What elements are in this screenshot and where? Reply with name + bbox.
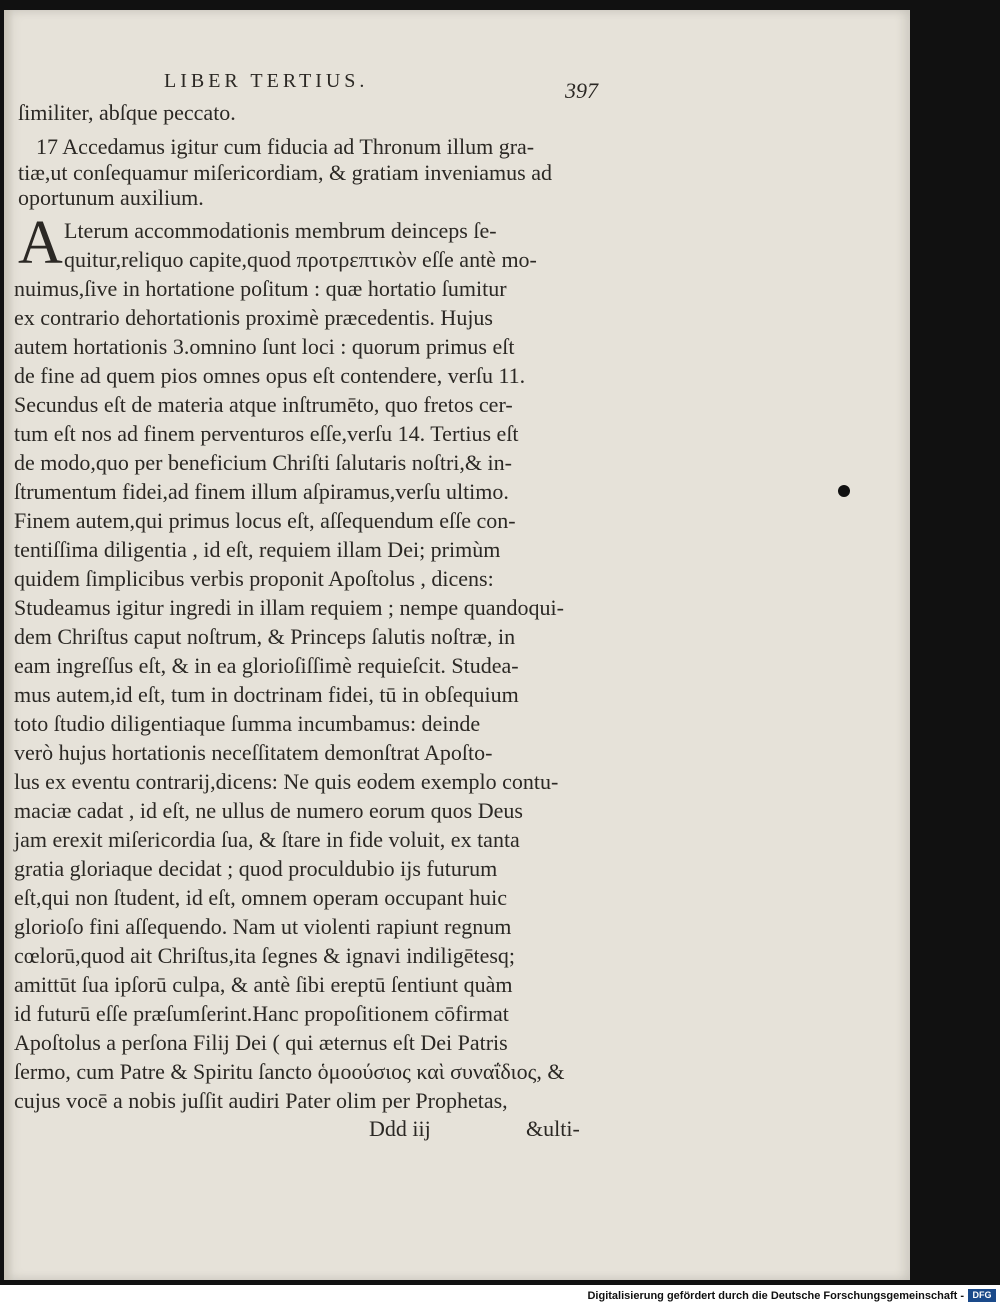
running-head: LIBER TERTIUS. [164,70,369,92]
body-line: ſermo, cum Patre & Spiritu ſancto ὁμοούσιος καὶ συναΐδιος, & [14,1059,565,1084]
drop-cap: A [18,209,63,277]
body-line: Studeamus igitur ingredi in illam requiem ; nempe quandoqui- [14,595,564,620]
body-line: mus autem,id eſt, tum in doctrinam fidei, tū in obſequium [14,682,519,707]
body-line: ſtrumentum fidei,ad finem illum aſpiramus,verſu ultimo. [14,479,509,504]
body-line: maciæ cadat , id eſt, ne ullus de numero eorum quos Deus [14,798,523,823]
ink-spot [838,485,850,497]
body-line: quitur,reliquo capite,quod προτρεπτικὸν eſſe antè mo- [64,247,537,272]
body-line: tum eſt nos ad finem perventuros eſſe,verſu 14. Tertius eſt [14,421,519,446]
body-line: ex contrario dehortationis proximè præcedentis. Hujus [14,305,493,330]
body-line: id futurū eſſe præſumſerint.Hanc propoſitionem cōfirmat [14,1001,509,1026]
signature-mark: Ddd iij [369,1116,431,1141]
dfg-logo-icon: DFG [968,1289,996,1302]
catchword: &ulti- [526,1116,580,1141]
body-line: verò hujus hortationis neceſſitatem demonſtrat Apoſto- [14,740,493,765]
body-line: amittūt ſua ipſorū culpa, & antè ſibi ereptū ſentiunt quàm [14,972,513,997]
body-line: glorioſo fini aſſequendo. Nam ut violenti rapiunt regnum [14,914,512,939]
body-line: Secundus eſt de materia atque inſtrumēto, quo fretos cer- [14,392,513,417]
body-line: Apoſtolus a perſona Filij Dei ( qui æternus eſt Dei Patris [14,1030,508,1055]
body-line: cœlorū,quod ait Chriſtus,ita ſegnes & ignavi indiligētesq; [14,943,516,968]
body-line: eam ingreſſus eſt, & in ea glorioſiſſimè requieſcit. Studea- [14,653,519,678]
body-line: lus ex eventu contrarij,dicens: Ne quis eodem exemplo contu- [14,769,559,794]
verse-line: 17 Accedamus igitur cum fiducia ad Thronum illum gra- [36,134,535,159]
body-line: dem Chriſtus caput noſtrum, & Princeps ſalutis noſtræ, in [14,624,516,649]
body-line: tentiſſima diligentia , id eſt, requiem illam Dei; primùm [14,537,501,562]
body-line: quidem ſimplicibus verbis proponit Apoſtolus , dicens: [14,566,494,591]
body-line: autem hortationis 3.omnino ſunt loci : quorum primus eſt [14,334,515,359]
body-line: jam erexit miſericordia ſua, & ſtare in fide voluit, ex tanta [14,827,520,852]
body-line: nuimus,ſive in hortatione poſitum : quæ hortatio ſumitur [14,276,507,301]
body-line: cujus vocē a nobis juſſit audiri Pater olim per Prophetas, [14,1088,508,1113]
body-line: eſt,qui non ſtudent, id eſt, omnem operam occupant huic [14,885,508,910]
page-gutter [4,10,14,1280]
body-line: Lterum accommodationis membrum deinceps ſe- [64,218,497,243]
text-line: tiæ,ut conſequamur miſericordiam, & gratiam inveniamus ad [18,160,552,185]
page-number: 397 [565,78,598,103]
funding-credit: Digitalisierung gefördert durch die Deutsche Forschungsgemeinschaft - [587,1290,964,1302]
text-line: ſimiliter, abſque peccato. [18,100,236,125]
text-line: oportunum auxilium. [18,185,204,210]
body-line: de fine ad quem pios omnes opus eſt contendere, verſu 11. [14,363,526,388]
body-line: de modo,quo per beneficium Chriſti ſalutaris noſtri,& in- [14,450,512,475]
body-line: Finem autem,qui primus locus eſt, aſſequendum eſſe con- [14,508,516,533]
body-line: toto ſtudio diligentiaque ſumma incumbamus: deinde [14,711,481,736]
body-line: gratia gloriaque decidat ; quod proculdubio ijs futurum [14,856,498,881]
book-page [4,10,910,1280]
